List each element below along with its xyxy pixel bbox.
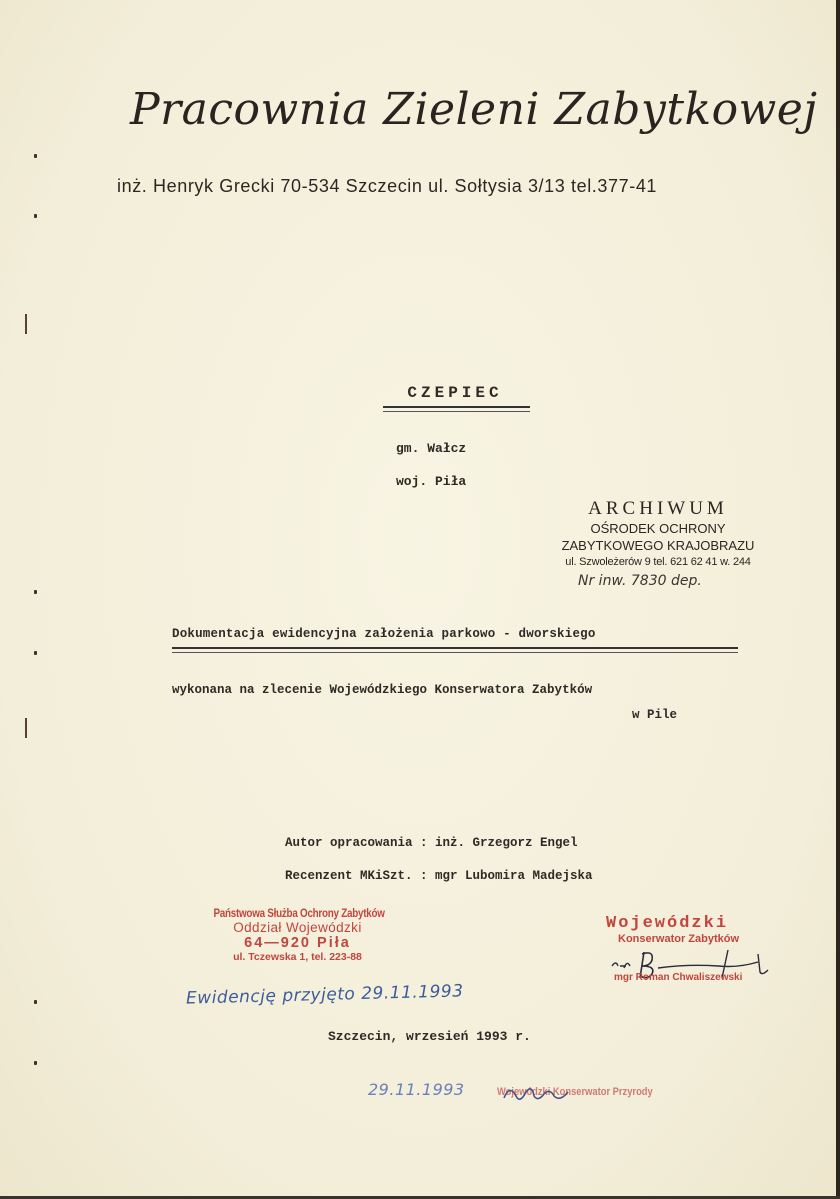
gmina-label: gm. Wałcz bbox=[396, 441, 467, 456]
site-name-underline bbox=[383, 406, 530, 408]
archive-stamp-line: ZABYTKOWEGO KRAJOBRAZU bbox=[561, 538, 755, 553]
binding-mark bbox=[34, 651, 37, 655]
conservator-stamp-name: mgr Roman Chwaliszewski bbox=[614, 972, 743, 983]
archive-stamp bbox=[548, 498, 768, 589]
binding-mark bbox=[34, 590, 37, 594]
nature-conservator-stamp: Wojewódzki Konserwator Przyrody bbox=[497, 1086, 653, 1098]
binding-mark bbox=[34, 1061, 37, 1065]
signature-icon bbox=[500, 1080, 590, 1110]
scan-edge-right bbox=[836, 0, 840, 1199]
voivodeship-label: woj. Piła bbox=[396, 474, 467, 489]
place-and-date: Szczecin, wrzesień 1993 r. bbox=[328, 1029, 531, 1044]
document-title: Dokumentacja ewidencyjna założenia parkowo - dworskiego bbox=[172, 627, 596, 641]
commission-line: w Pile bbox=[632, 708, 678, 722]
psoz-stamp bbox=[195, 906, 400, 963]
psoz-stamp-line: Państwowa Służba Ochrony Zabytków bbox=[213, 906, 385, 920]
archive-stamp-line: OŚRODEK OCHRONY bbox=[590, 521, 726, 536]
binding-mark bbox=[34, 1000, 37, 1004]
reviewer-line: Recenzent MKiSzt. : mgr Lubomira Madejska bbox=[285, 869, 593, 883]
inventory-number: Nr inw. 7830 dep. bbox=[578, 573, 702, 589]
site-name: CZEPIEC bbox=[407, 384, 503, 402]
document-title-underline bbox=[172, 647, 738, 649]
commission-line: wykonana na zlecenie Wojewódzkiego Konserwatora Zabytków bbox=[172, 683, 593, 697]
psoz-stamp-line: Oddział Wojewódzki bbox=[233, 920, 362, 935]
letterhead-address: inż. Henryk Grecki 70-534 Szczecin ul. Sołtysia 3/13 tel.377-41 bbox=[117, 176, 658, 196]
conservator-stamp bbox=[606, 914, 776, 983]
binding-mark bbox=[34, 214, 37, 218]
letterhead-title: Pracownia Zieleni Zabytkowej bbox=[130, 84, 818, 135]
binding-mark bbox=[34, 154, 37, 158]
psoz-stamp-line: ul. Tczewska 1, tel. 223-88 bbox=[233, 951, 362, 963]
binding-tick bbox=[25, 314, 27, 334]
archive-stamp-title: ARCHIWUM bbox=[588, 498, 728, 519]
author-line: Autor opracowania : inż. Grzegorz Engel bbox=[285, 836, 578, 850]
document-title-underline bbox=[172, 652, 738, 653]
date-handwritten: 29.11.1993 bbox=[368, 1080, 465, 1099]
conservator-stamp-line: Konserwator Zabytków bbox=[618, 933, 740, 945]
site-name-underline bbox=[383, 411, 530, 412]
binding-tick bbox=[25, 718, 27, 738]
conservator-stamp-title: Wojewódzki bbox=[606, 914, 729, 933]
archive-stamp-address: ul. Szwoleżerów 9 tel. 621 62 41 w. 244 bbox=[565, 556, 751, 568]
evidence-note-handwritten: Ewidencję przyjęto 29.11.1993 bbox=[185, 981, 464, 1009]
psoz-stamp-line: 64—920 Piła bbox=[244, 935, 351, 951]
